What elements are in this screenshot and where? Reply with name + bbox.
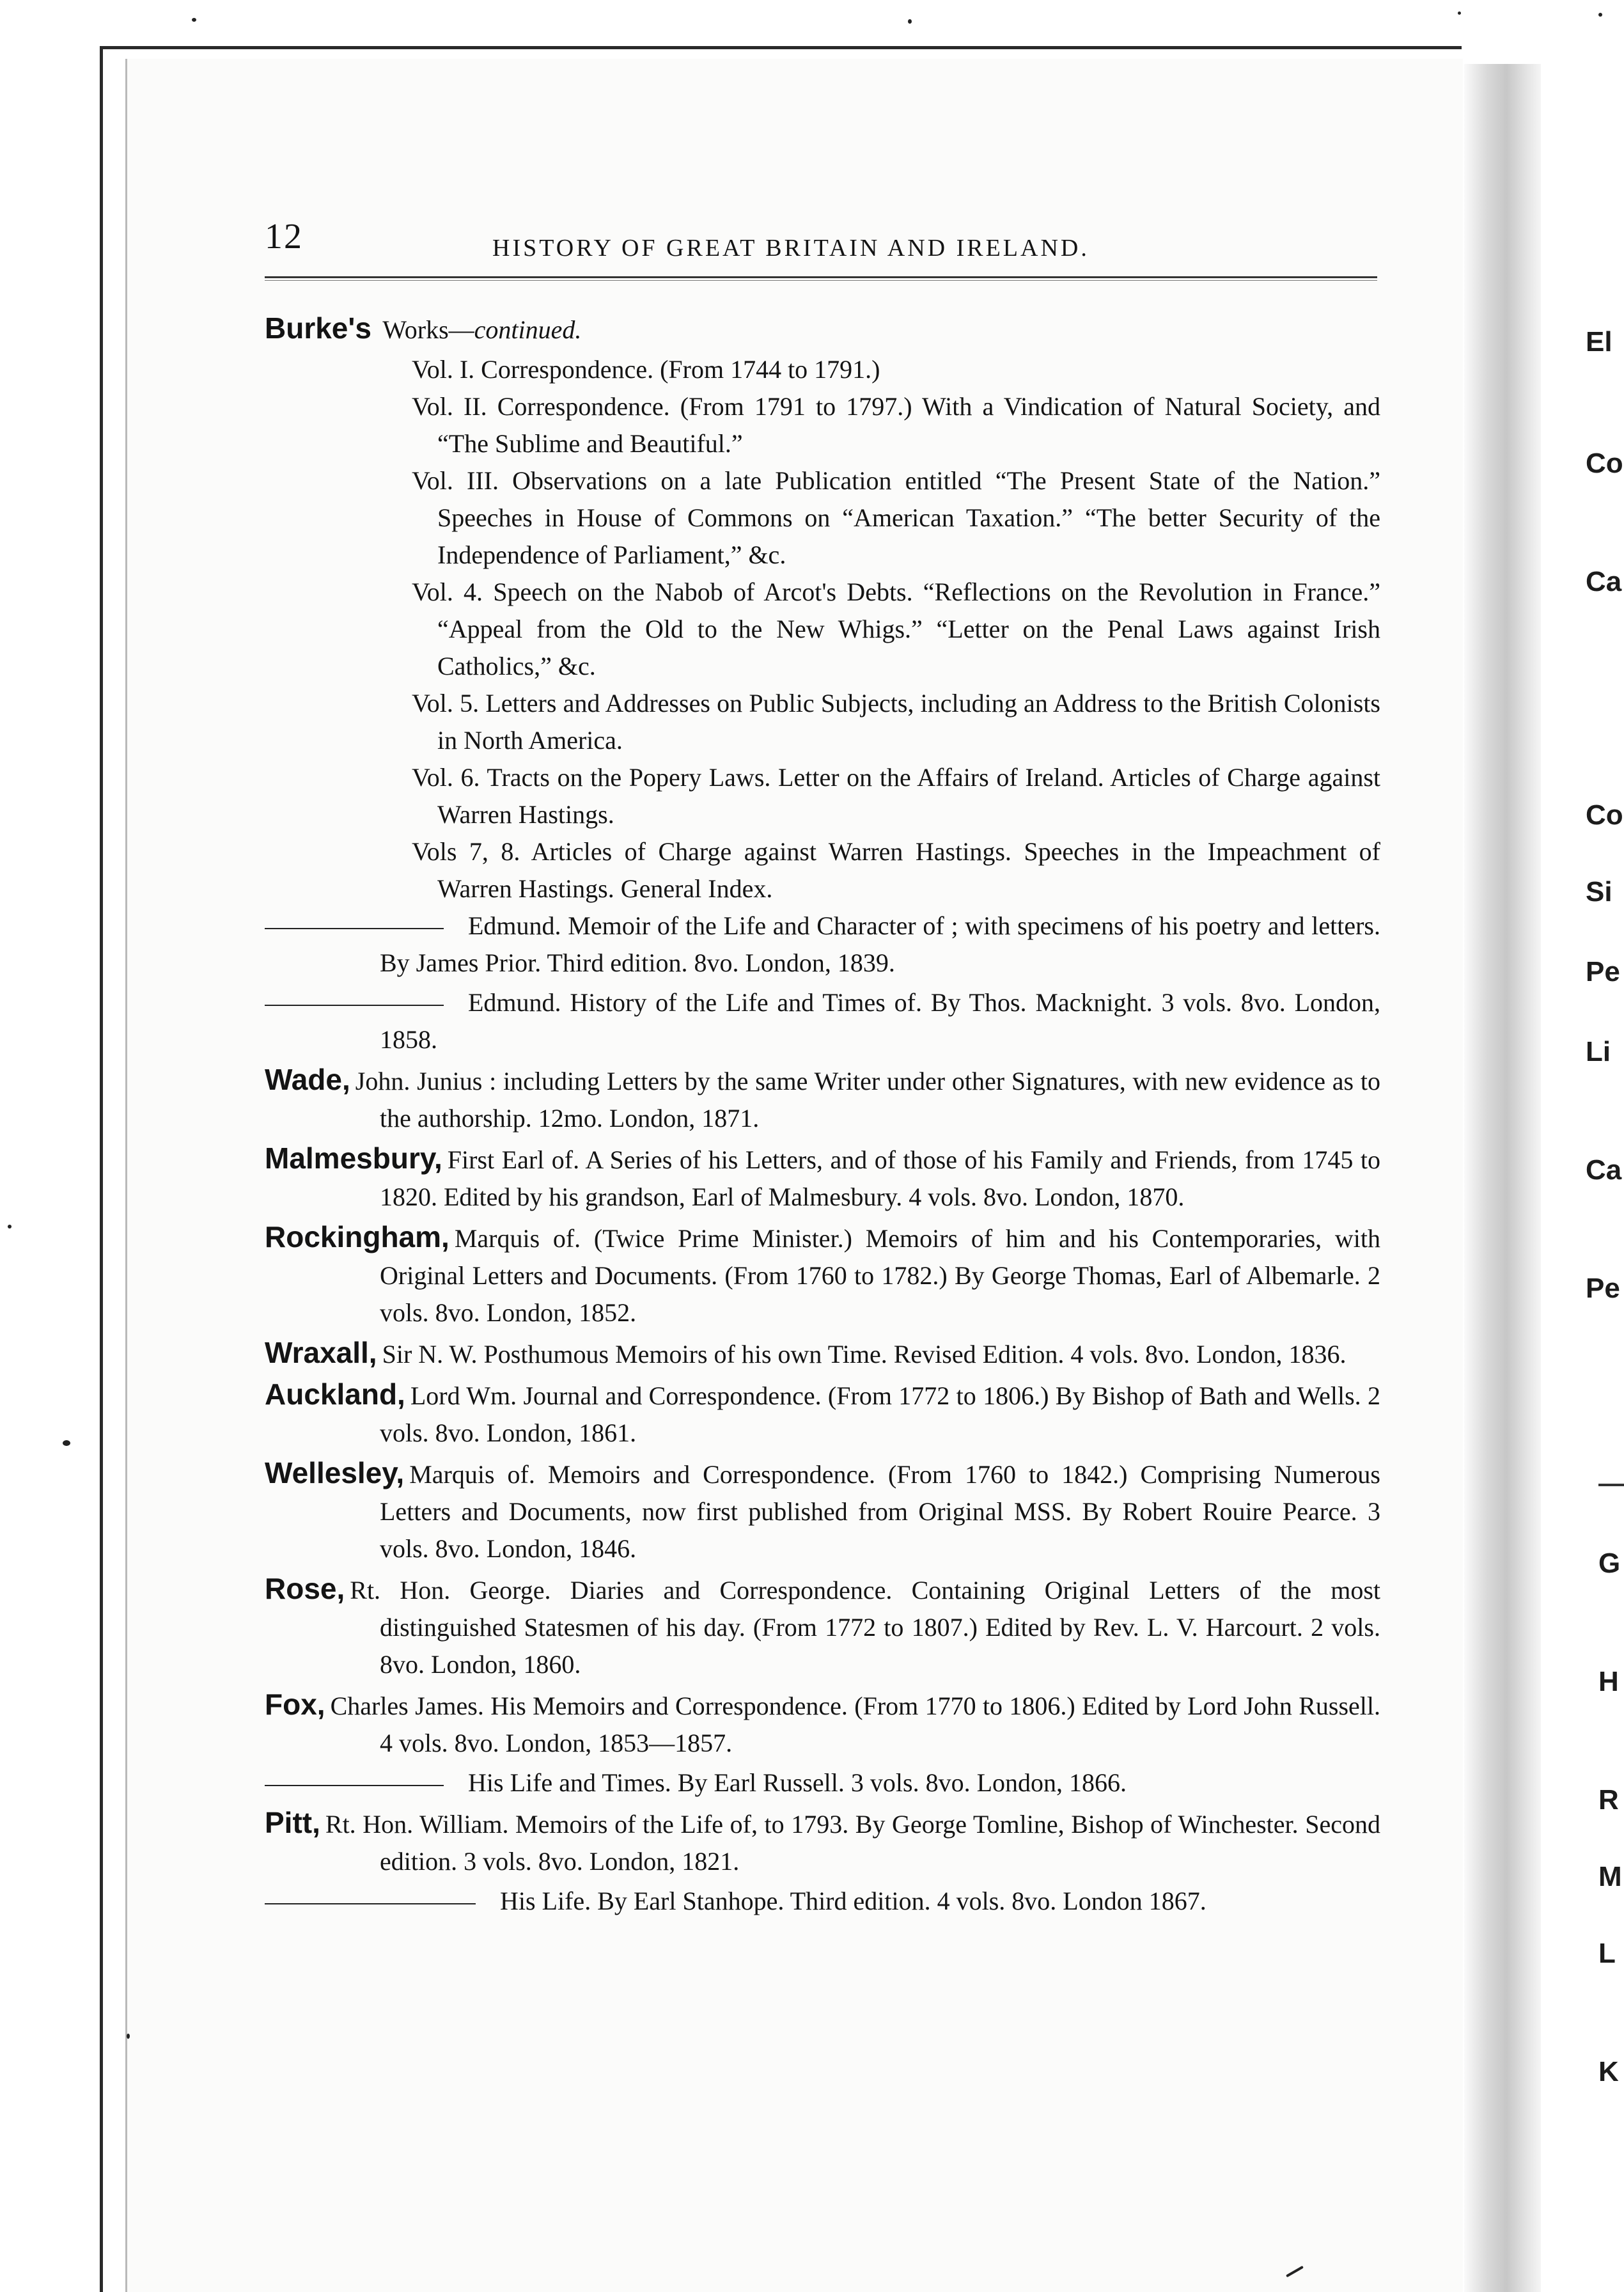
adjacent-page-word: R xyxy=(1598,1784,1619,1816)
entry-rose xyxy=(265,1570,1380,1683)
entry-author-name: Auckland, xyxy=(265,1378,405,1411)
adjacent-page-word: Co xyxy=(1586,448,1623,479)
adjacent-page-word: L xyxy=(1598,1938,1616,1969)
entry-malmesbury xyxy=(265,1140,1380,1216)
entry-author-name: Rockingham, xyxy=(265,1220,449,1253)
ditto-dash xyxy=(265,928,444,929)
entry-lead: Works— xyxy=(382,315,474,344)
entry-burke-prior xyxy=(265,907,1380,982)
entry-text: John. Junius : including Letters by the same Writer under other Signatures, with new evidence as to the authorship. 12mo. London, 1871. xyxy=(355,1067,1380,1133)
entry-wellesley xyxy=(265,1454,1380,1567)
volume-item: Vols 7, 8. Articles of Charge against Warren Hastings. Speeches in the Impeachment of Warren Hastings. General Index. xyxy=(412,837,1380,903)
ditto-dash xyxy=(265,1903,476,1904)
volume-item: Vol. 6. Tracts on the Popery Laws. Letter on the Affairs of Ireland. Articles of Charge against Warren Hastings. xyxy=(412,763,1380,829)
adjacent-page-word: Pe xyxy=(1586,956,1620,987)
adjacent-page-word: H xyxy=(1598,1666,1619,1697)
header-rule xyxy=(265,276,1377,281)
adjacent-page-word: G xyxy=(1598,1548,1621,1579)
entry-pitt xyxy=(265,1804,1380,1880)
entry-pitt-life xyxy=(265,1883,1380,1920)
scan-speck xyxy=(8,1225,12,1228)
adjacent-page-rule xyxy=(1598,1484,1624,1486)
adjacent-page-word: Li xyxy=(1586,1036,1611,1067)
entry-text: Edmund. History of the Life and Times of. By Thos. Macknight. 3 vols. 8vo. London, 1858. xyxy=(380,988,1380,1054)
entry-text: First Earl of. A Series of his Letters, and of those of his Family and Friends, from 1745 to 1820. Edited by his grandson, Earl of Malmesbury. 4 vols. 8vo. London, 1870. xyxy=(380,1145,1380,1211)
adjacent-page-word: Co xyxy=(1586,799,1623,831)
entry-burke xyxy=(265,310,1380,349)
volume-item: Vol. I. Correspondence. (From 1744 to 1791.) xyxy=(412,355,880,384)
entry-author-name: Wade, xyxy=(265,1063,350,1096)
volume-item: Vol. 5. Letters and Addresses on Public Subjects, including an Address to the British Colonists in North America. xyxy=(412,689,1380,755)
entry-text: His Life and Times. By Earl Russell. 3 vols. 8vo. London, 1866. xyxy=(468,1768,1127,1797)
entry-text: Sir N. W. Posthumous Memoirs of his own Time. Revised Edition. 4 vols. 8vo. London, 1836. xyxy=(382,1340,1347,1369)
adjacent-page-word: Ca xyxy=(1586,1154,1622,1186)
entry-lead-italic: continued. xyxy=(474,315,582,344)
scan-speck xyxy=(1598,13,1602,17)
volume-item: Vol. III. Observations on a late Publication entitled “The Present State of the Nation.” Speeches in House of Commons on “American Taxation.” “The better Security of the Independence of Parliament,” &c. xyxy=(412,466,1380,569)
adjacent-page-word: Ca xyxy=(1586,566,1622,597)
entry-text: Rt. Hon. William. Memoirs of the Life of, to 1793. By George Tomline, Bishop of Winchester. Second edition. 3 vols. 8vo. London, 1821. xyxy=(325,1810,1380,1876)
entry-text: Marquis of. (Twice Prime Minister.) Memoirs of him and his Contemporaries, with Original Letters and Documents. (From 1760 to 1782.) By George Thomas, Earl of Albemarle. 2 vols. 8vo. London, 1852. xyxy=(380,1224,1380,1327)
scan-speck xyxy=(127,2034,130,2039)
entry-text: Charles James. His Memoirs and Correspondence. (From 1770 to 1806.) Edited by Lord John Russell. 4 vols. 8vo. London, 1853—1857. xyxy=(330,1692,1380,1757)
ditto-dash xyxy=(265,1785,444,1786)
entry-rockingham xyxy=(265,1218,1380,1331)
entry-author-name: Pitt, xyxy=(265,1806,320,1839)
entry-text: His Life. By Earl Stanhope. Third edition. 4 vols. 8vo. London 1867. xyxy=(500,1887,1206,1915)
entry-text: Marquis of. Memoirs and Correspondence. (From 1760 to 1842.) Comprising Numerous Letters and Documents, now first published from Original MSS. By Robert Rouire Pearce. 3 vols. 8vo. London, 1846. xyxy=(380,1460,1380,1563)
running-head: HISTORY OF GREAT BRITAIN AND IRELAND. xyxy=(492,235,1089,262)
scan-speck xyxy=(908,19,912,24)
book-gutter-shadow xyxy=(1464,64,1541,2292)
entry-text: Edmund. Memoir of the Life and Character of ; with specimens of his poetry and letters. By James Prior. Third edition. 8vo. London, 1839. xyxy=(380,911,1380,977)
ditto-dash xyxy=(265,1005,444,1006)
adjacent-page-word: M xyxy=(1598,1861,1622,1892)
scan-speck xyxy=(192,18,196,22)
entry-fox xyxy=(265,1686,1380,1762)
entry-text: Rt. Hon. George. Diaries and Correspondence. Containing Original Letters of the most distinguished Statesmen of his day. (From 1772 to 1807.) Edited by Rev. L. V. Harcourt. 2 vols. 8vo. London, 1860. xyxy=(350,1576,1380,1679)
scan-speck xyxy=(63,1440,70,1446)
entry-author-name: Rose, xyxy=(265,1572,345,1605)
adjacent-page-word: K xyxy=(1598,2056,1619,2087)
adjacent-page-word: El xyxy=(1586,326,1612,357)
entry-author-name: Wraxall, xyxy=(265,1336,377,1369)
adjacent-page-word: Pe xyxy=(1586,1273,1620,1304)
entry-author-name: Wellesley, xyxy=(265,1456,405,1489)
scan-speck xyxy=(1458,12,1461,15)
entry-burke-macknight xyxy=(265,984,1380,1058)
entry-author-name: Burke's xyxy=(265,311,371,345)
volume-item: Vol. II. Correspondence. (From 1791 to 1797.) With a Vindication of Natural Society, and “The Sublime and Beautiful.” xyxy=(412,392,1380,458)
adjacent-page-word: Si xyxy=(1586,876,1612,907)
page-number: 12 xyxy=(265,217,303,256)
bibliography-list xyxy=(265,310,1380,1922)
entry-wraxall xyxy=(265,1334,1380,1373)
entry-text: Lord Wm. Journal and Correspondence. (From 1772 to 1806.) By Bishop of Bath and Wells. 2 vols. 8vo. London, 1861. xyxy=(380,1381,1380,1447)
volume-item: Vol. 4. Speech on the Nabob of Arcot's Debts. “Reflections on the Revolution in France.” “Appeal from the Old to the New Whigs.” “Letter on the Penal Laws against Irish Catholics,” &c. xyxy=(412,577,1380,680)
entry-auckland xyxy=(265,1376,1380,1452)
entry-author-name: Fox, xyxy=(265,1688,325,1721)
entry-author-name: Malmesbury, xyxy=(265,1142,442,1175)
entry-wade xyxy=(265,1061,1380,1137)
entry-fox-life xyxy=(265,1764,1380,1801)
